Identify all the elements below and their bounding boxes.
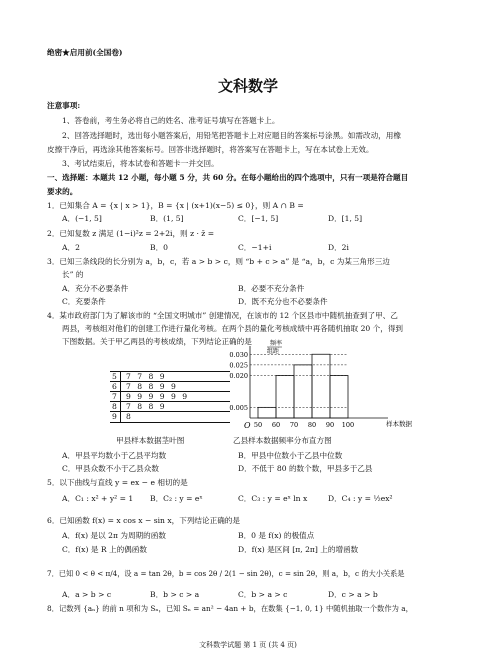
notice-item-3: 3、考试结束后，将本试卷和答题卡一并交回。	[62, 159, 219, 168]
q1-option-c: C．[−1, 5]	[238, 214, 279, 223]
q1-option-b: B．(1, 5]	[150, 214, 184, 223]
q7-stem: 7．已知 0 < θ < π/4，设 a = tan 2θ，b = cos 2θ / 2(1 − sin 2θ)，c = sin 2θ，则 a，b，c 的大小关系是	[47, 569, 405, 578]
q6-stem: 6．已知函数 f(x) = x cos x − sin x，下列结论正确的是	[47, 516, 240, 525]
q6-option-b: B．0 是 f(x) 的极值点	[238, 531, 315, 540]
origin-label: O	[244, 421, 251, 430]
q4-stem-3: 下图数据。关于甲乙两县的考核成绩，下列结论正确的是	[62, 337, 252, 346]
y-axis-label-bottom: 组距	[267, 348, 280, 355]
x-tick-label: 100	[341, 421, 355, 429]
histogram-bar	[258, 407, 276, 418]
q4-stem-1: 4．某市政府部门为了解该市的 “全国文明城市” 创建情况，在该市的 12 个区县市中随机抽查到了甲、乙	[47, 311, 398, 320]
q5-option-d: D．C₄ : y = ½ex²	[328, 494, 393, 503]
leaf-values: 9 9 9 9 9 9	[126, 392, 190, 401]
y-tick-label: 0.020	[229, 372, 248, 380]
q6-option-c: C．f(x) 是 R 上的偶函数	[62, 545, 147, 554]
secret-label: 绝密★启用前(全国卷)	[47, 48, 123, 57]
notice-item-1: 1、答卷前，考生务必将自己的姓名、准考证号填写在答题卡上。	[62, 116, 280, 125]
leaf-values: 8	[126, 412, 133, 421]
q3-option-a: A．充分不必要条件	[62, 284, 129, 293]
q5-option-b: B．C₂ : y = eˣ	[150, 494, 203, 503]
leaf-values: 7 8 8 9 9	[126, 382, 178, 391]
leaf-values: 7 8 8 9	[126, 402, 167, 411]
q3-option-d: D．既不充分也不必要条件	[238, 297, 328, 306]
q7-option-b: B．b > c > a	[150, 590, 200, 599]
q4-option-c: C．甲县众数不小于乙县众数	[62, 464, 159, 473]
histogram-bar	[294, 365, 312, 418]
notice-item-2b: 皮擦干净后，再选涂其他答案标号。回答非选择题时，将答案写在答题卡上，写在本试卷上无效。	[47, 145, 374, 154]
q4-option-d: D．不低于 80 的数个数，甲县多于乙县	[238, 464, 373, 473]
q8-stem: 8．记数列 {aₙ} 的前 n 项和为 Sₙ，已知 Sₙ = an² − 4an + b，在数集 {−1, 0, 1} 中随机抽取一个数作为 a，	[47, 604, 413, 613]
q7-option-a: A．a > b > c	[62, 590, 112, 599]
q7-option-c: C．b > a > c	[238, 590, 288, 599]
q4-option-b: B．甲县中位数小于乙县中位数	[238, 451, 343, 460]
section-heading-2: 要求的。	[47, 187, 78, 196]
x-tick-label: 90	[325, 421, 335, 429]
histogram-bar	[330, 376, 348, 419]
x-tick-label: 50	[253, 421, 263, 429]
q5-stem: 5．以下曲线与直线 y = ex − e 相切的是	[47, 478, 188, 487]
y-axis-label-top: 频率	[270, 340, 283, 347]
stem-value: 5	[112, 372, 117, 381]
x-axis-label: 样本数据	[386, 420, 412, 428]
q2-option-c: C．−1+i	[238, 243, 272, 252]
q3-stem-1: 3．已知三条线段的长分别为 a，b，c，若 a > b > c，则 “b + c > a” 是 “a，b，c 为某三角形三边	[47, 257, 390, 266]
notice-heading: 注意事项:	[47, 101, 81, 110]
stem-leaf-plot	[110, 371, 230, 419]
q7-option-d: D．c > a > b	[328, 590, 378, 599]
page-title: 文科数学	[217, 77, 278, 95]
q1-option-a: A．(−1, 5]	[62, 214, 102, 223]
y-tick-label: 0.005	[229, 403, 248, 412]
stem-leaf-caption: 甲县样本数据茎叶图	[116, 436, 185, 445]
histogram-bar	[276, 376, 294, 419]
histogram-chart	[229, 340, 436, 430]
q1-stem: 1．已知集合 A = {x | x > 1}，B = {x | (x+1)(x−5) ≤ 0}，则 A ∩ B =	[47, 201, 304, 210]
x-tick-label: 80	[307, 421, 317, 429]
q3-option-c: C．充要条件	[62, 297, 106, 306]
q1-option-d: D．[1, 5]	[328, 214, 363, 223]
page-footer: 文科数学试题 第 1 页 (共 4 页)	[199, 641, 297, 649]
q4-stem-2: 两县，考核组对他们的创建工作进行量化考核。在两个县的量化考核成绩中再各随机抽取 20 个，得到	[62, 324, 404, 333]
q5-option-c: C．C₃ : y = eˣ ln x	[238, 494, 308, 503]
stem-value: 7	[112, 392, 117, 401]
q2-option-d: D．2i	[328, 243, 349, 252]
y-tick-label: 0.030	[229, 350, 248, 359]
q2-option-b: B．0	[150, 243, 169, 252]
section-heading-1: 一、选择题：本题共 12 小题，每小题 5 分，共 60 分。在每小题给出的四个选项中，只有一项是符合题目	[47, 173, 409, 182]
stem-row	[110, 411, 230, 423]
stem-value: 6	[112, 382, 117, 391]
stem-value: 9	[112, 412, 117, 421]
stem-value: 8	[112, 402, 117, 411]
leaf-values: 7 7 8 9	[126, 372, 167, 381]
q2-stem: 2．已知复数 z 满足 (1−i)²z = 2+2i，则 z · z̄ =	[47, 229, 215, 238]
q6-option-d: D．f(x) 是区间 [π, 2π] 上的增函数	[238, 545, 359, 554]
q5-option-a: A．C₁ : x² + y² = 1	[62, 494, 134, 503]
histogram-bar	[312, 354, 330, 418]
x-tick-label: 60	[271, 421, 281, 429]
q3-stem-2: 长” 的	[62, 270, 84, 279]
histogram-caption: 乙县样本数据频率分布直方图	[233, 436, 332, 445]
q4-option-a: A．甲县平均数小于乙县平均数	[62, 451, 167, 460]
q2-option-a: A．2	[62, 243, 80, 252]
q6-option-a: A．f(x) 是以 2π 为周期的函数	[62, 531, 166, 540]
q3-option-b: B．必要不充分条件	[238, 284, 305, 293]
y-tick-label: 0.025	[229, 361, 248, 370]
notice-item-2a: 2、回答选择题时，选出每小题答案后，用铅笔把答题卡上对应题目的答案标号涂黑。如需改动，用橡	[62, 131, 401, 140]
x-tick-label: 70	[289, 421, 299, 429]
